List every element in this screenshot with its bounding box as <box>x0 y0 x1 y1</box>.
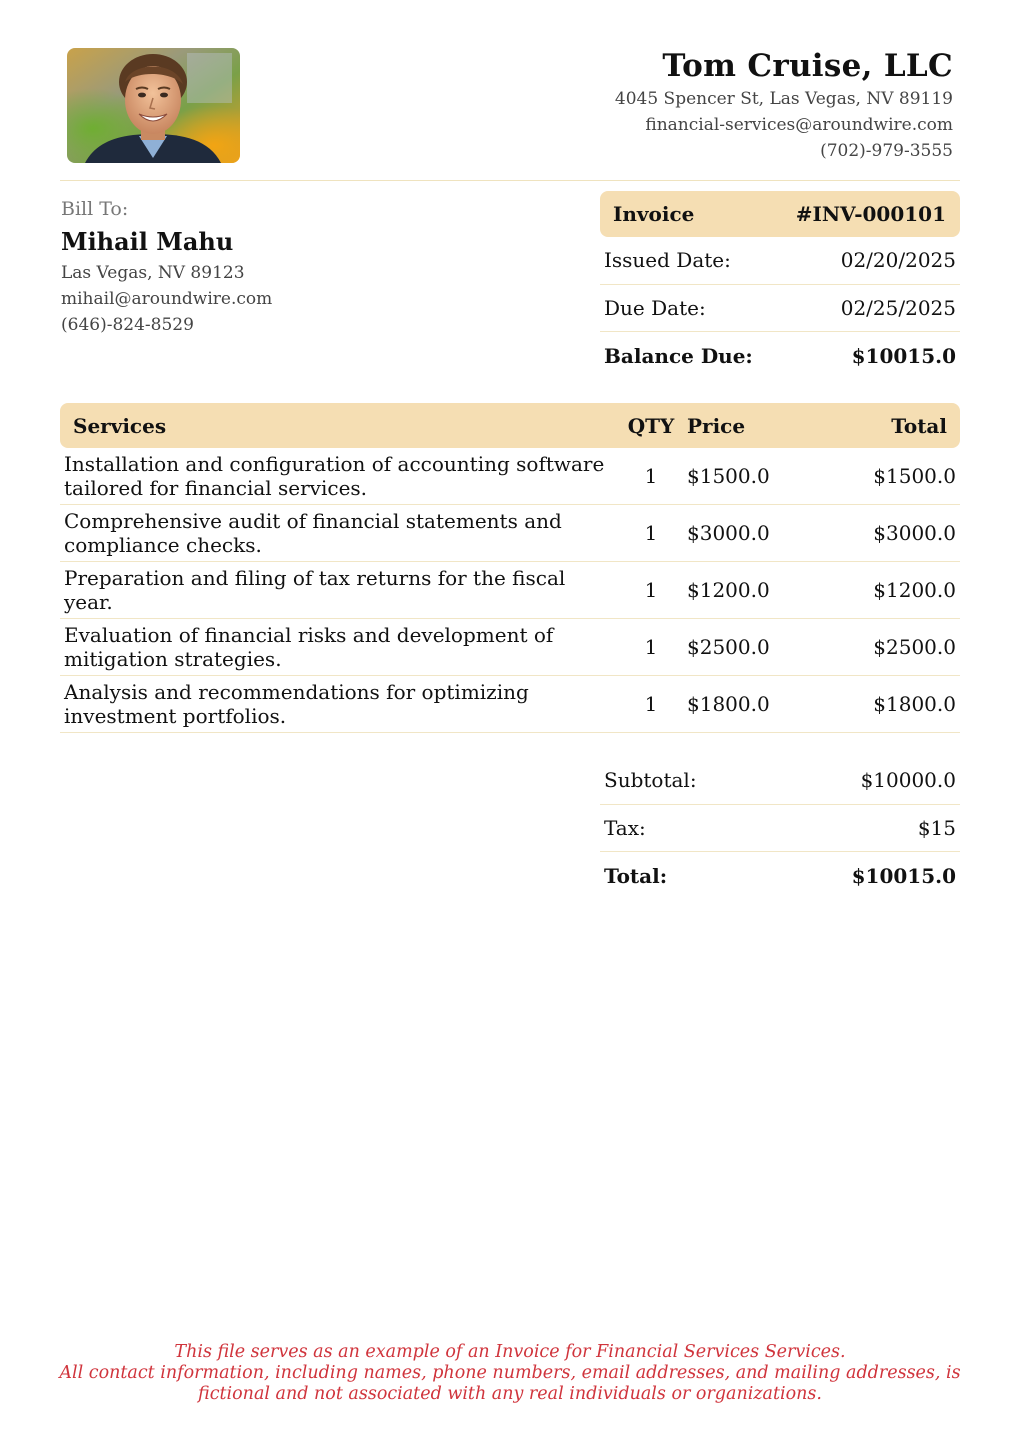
balance-due-label: Balance Due: <box>604 343 753 368</box>
invoice-number-header <box>600 191 960 237</box>
subtotal-value: $10000.0 <box>860 768 956 793</box>
service-description: Preparation and filing of tax returns for the fiscal year. <box>64 566 566 614</box>
due-date-value: 02/25/2025 <box>840 295 956 320</box>
invoice-label: Invoice <box>613 202 695 226</box>
services-table <box>60 403 960 733</box>
disclaimer-line-2: All contact information, including names, phone numbers, email addresses, and mailing addresses, is <box>59 1363 961 1383</box>
due-date-row <box>600 285 960 333</box>
company-email: financial-services@aroundwire.com <box>645 115 953 135</box>
issued-date-row <box>600 237 960 285</box>
invoice-number: #INV-000101 <box>795 202 946 226</box>
service-description: Analysis and recommendations for optimizing investment portfolios. <box>64 680 529 728</box>
disclaimer-footer <box>20 1342 1000 1405</box>
tax-value: $15 <box>917 815 956 840</box>
service-total: $1200.0 <box>873 578 956 602</box>
service-qty: 1 <box>644 578 658 602</box>
issued-date-label: Issued Date: <box>604 248 731 273</box>
service-qty: 1 <box>644 635 658 659</box>
total-label: Total: <box>604 863 668 888</box>
disclaimer-line-1: This file serves as an example of an Invoice for Financial Services Services. <box>174 1342 846 1362</box>
header-qty: QTY <box>627 413 675 438</box>
company-phone: (702)-979-3555 <box>820 141 953 161</box>
table-row <box>60 619 960 676</box>
service-total: $1500.0 <box>873 464 956 488</box>
subtotal-label: Subtotal: <box>604 768 697 793</box>
service-price: $1500.0 <box>687 464 770 488</box>
balance-due-value: $10015.0 <box>851 343 956 368</box>
header-price: Price <box>687 413 746 438</box>
services-table-header <box>60 403 960 448</box>
totals-section <box>600 757 960 900</box>
balance-due-row <box>600 332 960 380</box>
service-price: $1800.0 <box>687 692 770 716</box>
disclaimer-line-3: fictional and not associated with any real individuals or organizations. <box>198 1384 822 1404</box>
tax-row <box>600 805 960 853</box>
service-price: $1200.0 <box>687 578 770 602</box>
service-price: $3000.0 <box>687 521 770 545</box>
company-address: 4045 Spencer St, Las Vegas, NV 89119 <box>614 89 953 109</box>
service-qty: 1 <box>644 692 658 716</box>
tax-label: Tax: <box>604 815 646 840</box>
table-row <box>60 505 960 562</box>
service-description: Comprehensive audit of financial statements and compliance checks. <box>64 509 562 557</box>
service-total: $3000.0 <box>873 521 956 545</box>
service-total: $2500.0 <box>873 635 956 659</box>
service-total: $1800.0 <box>873 692 956 716</box>
client-phone: (646)-824-8529 <box>61 315 194 335</box>
table-row <box>60 562 960 619</box>
issued-date-value: 02/20/2025 <box>840 248 956 273</box>
portrait-photo-icon <box>67 48 240 163</box>
due-date-label: Due Date: <box>604 295 706 320</box>
company-name: Tom Cruise, LLC <box>662 48 953 84</box>
invoice-meta <box>600 191 960 380</box>
total-value: $10015.0 <box>851 863 956 888</box>
client-address: Las Vegas, NV 89123 <box>61 263 245 283</box>
company-logo <box>67 48 240 163</box>
bill-to-section <box>61 196 272 338</box>
service-qty: 1 <box>644 464 658 488</box>
bill-to-label: Bill To: <box>61 198 129 220</box>
header-services: Services <box>73 413 167 438</box>
service-qty: 1 <box>644 521 658 545</box>
client-name: Mihail Mahu <box>61 227 234 256</box>
header-divider <box>60 180 960 181</box>
table-row <box>60 448 960 505</box>
service-description: Evaluation of financial risks and development of mitigation strategies. <box>64 623 554 671</box>
total-row <box>600 852 960 900</box>
service-price: $2500.0 <box>687 635 770 659</box>
service-description: Installation and configuration of accounting software tailored for financial services. <box>64 452 605 500</box>
company-info <box>615 46 953 164</box>
subtotal-row <box>600 757 960 805</box>
table-row <box>60 676 960 733</box>
client-email: mihail@aroundwire.com <box>61 289 273 309</box>
header-total: Total <box>891 413 947 438</box>
